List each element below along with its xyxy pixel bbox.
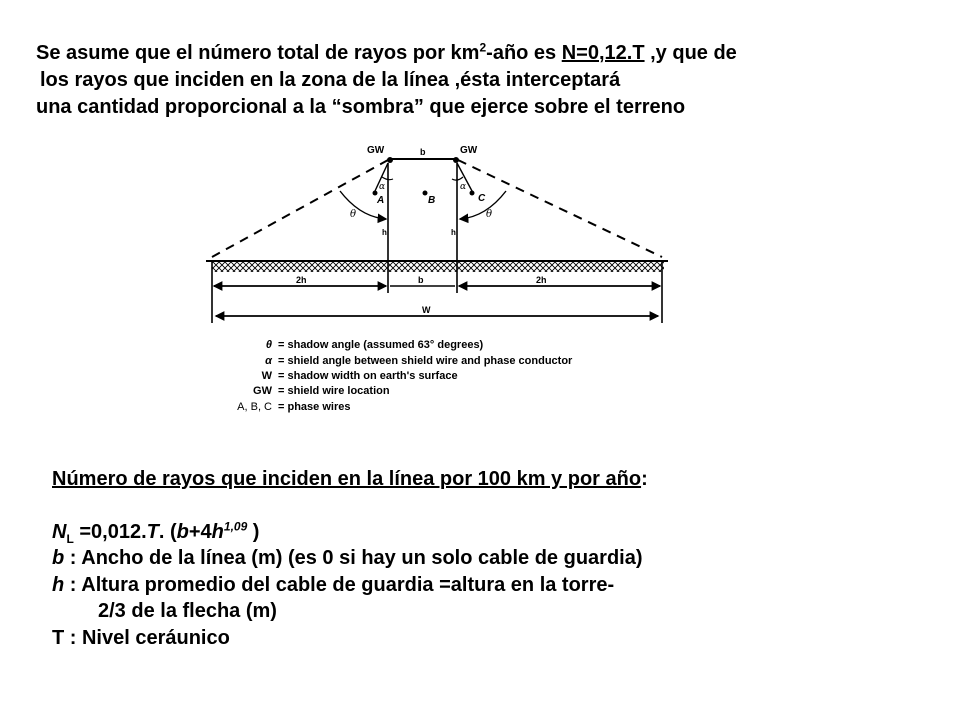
intro-paragraph — [36, 40, 936, 121]
gw-right-marker — [453, 157, 459, 163]
dim-b-label: b — [418, 275, 424, 285]
legend-symbol-gw: GW — [253, 385, 272, 397]
theta-left-label: θ — [350, 209, 357, 220]
formula-equation — [52, 519, 932, 546]
gw-right-label: GW — [460, 145, 478, 156]
earth-hatch — [212, 262, 664, 272]
formula-heading-line — [52, 466, 932, 493]
def-b-symbol: b — [52, 547, 65, 569]
eq-b: b — [176, 520, 189, 543]
legend-text-theta: = shadow angle (assumed 63° degrees) — [278, 339, 484, 351]
legend — [237, 339, 573, 413]
legend-text-gw: = shield wire location — [278, 385, 390, 397]
eq-close: ) — [247, 520, 260, 543]
legend-symbol-abc: A, B, C — [237, 401, 272, 413]
def-h-symbol: h — [52, 573, 65, 596]
dim-2h-left-label: 2h — [296, 275, 307, 285]
def-h-cont: 2/3 de la flecha (m) — [98, 600, 277, 622]
def-h-line — [52, 572, 932, 599]
intro-text: Se asume que el número total de rayos por km — [36, 42, 480, 64]
eq-t: T — [146, 520, 159, 543]
shadow-diagram — [192, 133, 684, 423]
alpha-left-label: α — [379, 182, 386, 192]
intro-line-2: los rayos que inciden en la zona de la línea ,ésta interceptará — [40, 69, 621, 91]
shadow-diagram-svg — [192, 133, 684, 423]
eq-n: N — [52, 520, 67, 543]
eq-h: h — [211, 520, 224, 543]
phase-c-dot — [470, 191, 475, 196]
theta-right-label: θ — [486, 209, 493, 220]
eq-open: . ( — [158, 520, 177, 543]
dim-2h-right-label: 2h — [536, 275, 547, 285]
superscript-2: 2 — [479, 40, 487, 55]
gw-left-marker — [387, 157, 393, 163]
legend-text-abc: = phase wires — [278, 401, 351, 413]
h-right-label: h — [451, 228, 456, 237]
formula-section — [52, 466, 932, 651]
alpha-right-label: α — [460, 182, 467, 192]
intro-text-mid: -año es — [486, 42, 562, 64]
legend-text-w: = shadow width on earth's surface — [278, 370, 458, 382]
def-b-desc: : Ancho de la línea (m) (es 0 si hay un solo cable de guardia) — [64, 547, 643, 569]
eq-plus: +4 — [188, 520, 212, 543]
shadow-line-left — [212, 160, 388, 257]
phase-a-label: A — [377, 195, 385, 206]
eq-mid: =0,012. — [73, 520, 147, 543]
intro-text-post: ,y que de — [644, 42, 737, 64]
legend-symbol-alpha: α — [265, 355, 272, 367]
h-left-label: h — [382, 228, 387, 237]
legend-symbol-theta: θ — [265, 339, 272, 351]
legend-symbol-w: W — [261, 370, 272, 382]
eq-exp: 1,09 — [223, 518, 248, 533]
phase-b-label: B — [428, 195, 436, 206]
phase-b-dot — [423, 191, 428, 196]
phase-c-label: C — [478, 193, 486, 204]
intro-formula: N=0,12.T — [561, 42, 645, 64]
gw-left-label: GW — [367, 145, 385, 156]
def-t-line: T : Nivel ceráunico — [52, 626, 230, 649]
b-top-label: b — [420, 147, 426, 157]
eq-sub-l: L — [66, 531, 74, 546]
def-b-line — [52, 545, 932, 572]
legend-text-alpha: = shield angle between shield wire and phase conductor — [278, 355, 573, 367]
spacer — [52, 493, 932, 519]
dim-w-label: W — [422, 305, 431, 315]
intro-line-3: una cantidad proporcional a la “sombra” que ejerce sobre el terreno — [36, 96, 686, 118]
formula-heading: Número de rayos que inciden en la línea por 100 km y por año — [52, 468, 642, 490]
def-h-desc: : Altura promedio del cable de guardia =altura en la torre- — [64, 573, 615, 596]
heading-colon: : — [641, 468, 648, 490]
intro-line-1 — [36, 40, 936, 67]
